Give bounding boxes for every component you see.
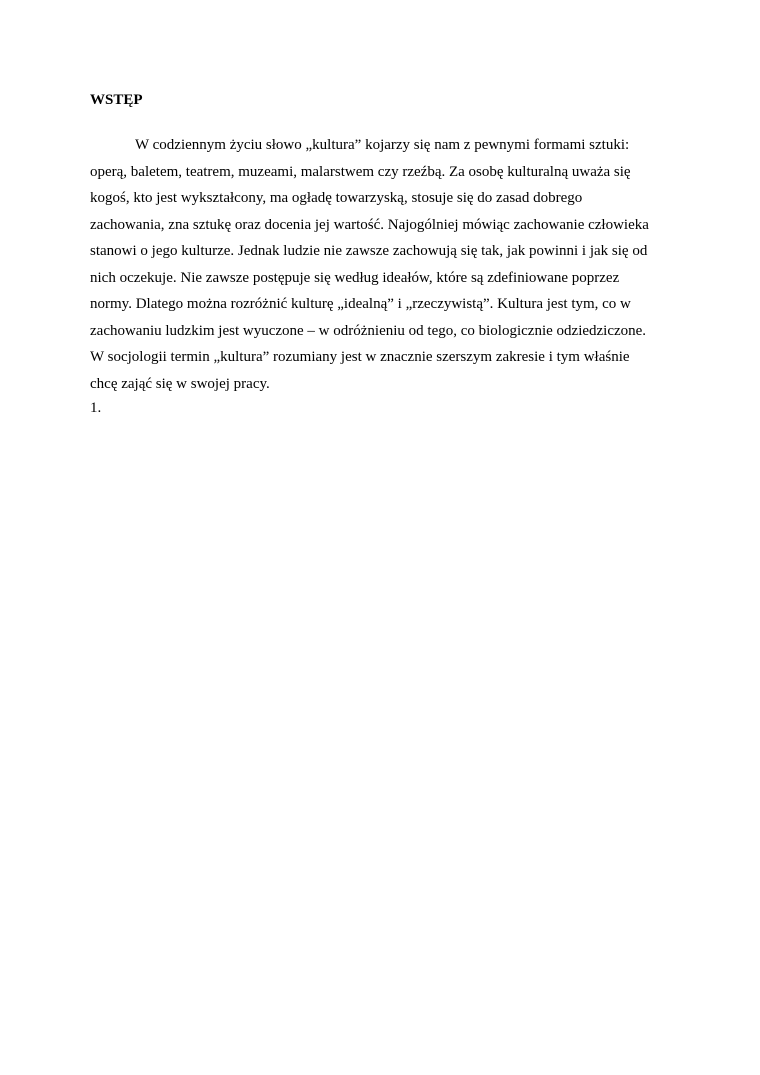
- paragraph-line: nich oczekuje. Nie zawsze postępuje się według ideałów, które są zdefiniowane poprzez: [90, 269, 620, 286]
- paragraph-line: zachowaniu ludzkim jest wyuczone – w odróżnieniu od tego, co biologicznie odziedziczone.: [90, 322, 647, 339]
- paragraph-line: operą, baletem, teatrem, muzeami, malarstwem czy rzeźbą. Za osobę kulturalną uważa się: [90, 163, 631, 180]
- section-heading: WSTĘP: [90, 92, 143, 108]
- paragraph-line: normy. Dlatego można rozróżnić kulturę „idealną” i „rzeczywistą”. Kultura jest tym, co w: [90, 296, 631, 312]
- paragraph-line: stanowi o jego kulturze. Jednak ludzie nie zawsze zachowują się tak, jak powinni i jak się od: [90, 243, 648, 259]
- intro-paragraph: [90, 132, 670, 397]
- paragraph-line: W codziennym życiu słowo „kultura” kojarzy się nam z pewnymi formami sztuki:: [135, 137, 630, 153]
- paragraph-line: chcę zająć się w swojej pracy.: [90, 375, 270, 392]
- paragraph-line: W socjologii termin „kultura” rozumiany jest w znacznie szerszym zakresie i tym właśnie: [90, 349, 630, 365]
- paragraph-line: kogoś, kto jest wykształcony, ma ogładę towarzyską, stosuje się do zasad dobrego: [90, 190, 583, 206]
- paragraph-line: zachowania, zna sztukę oraz docenia jej wartość. Najogólniej mówiąc zachowanie człowieka: [90, 216, 649, 233]
- numbered-list-marker: 1.: [90, 400, 102, 416]
